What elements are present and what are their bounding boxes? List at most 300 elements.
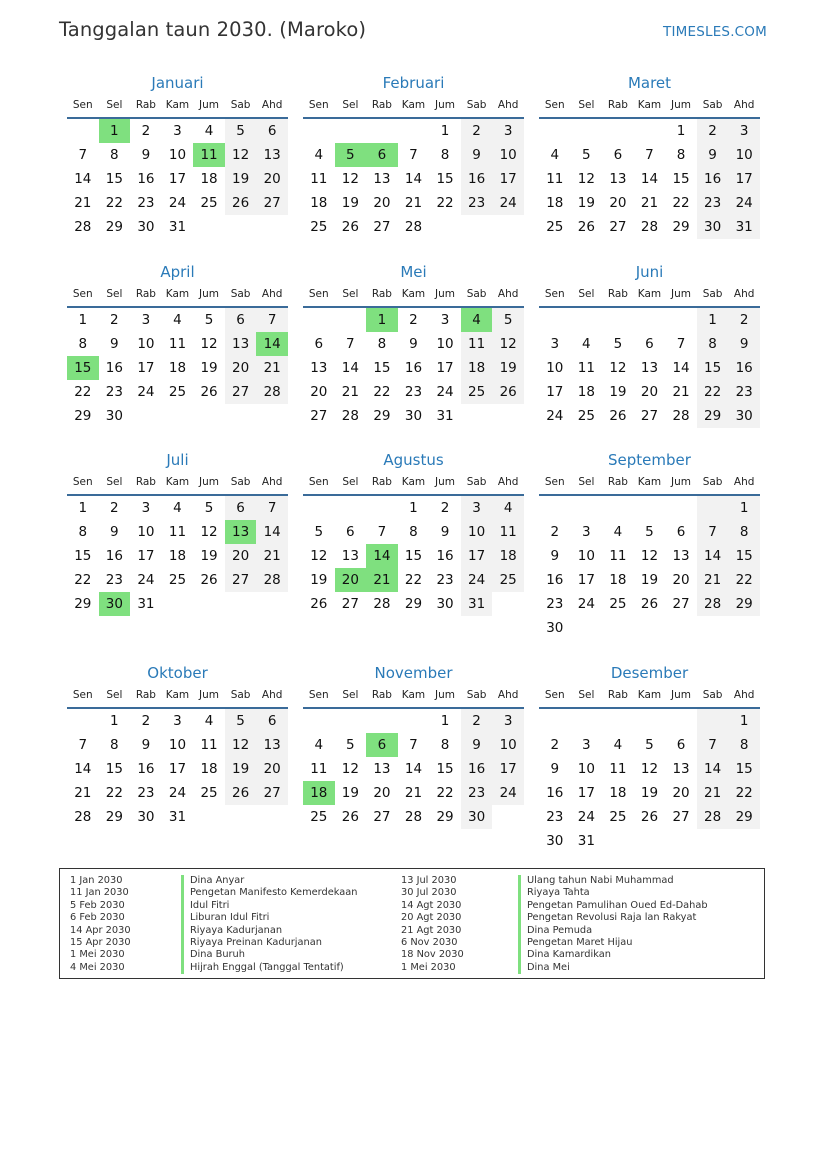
day-cell: 26 bbox=[609, 408, 627, 424]
legend-dates-right bbox=[401, 875, 464, 974]
holiday-date: 30 Jul 2030 bbox=[401, 887, 457, 899]
day-cell: 5 bbox=[645, 737, 654, 753]
day-cell: 23 bbox=[461, 191, 493, 215]
weekday-label: Sab bbox=[466, 689, 487, 701]
day-cell: 18 bbox=[546, 195, 564, 211]
weekday-label: Sel bbox=[106, 288, 123, 300]
holiday-date: 14 Agt 2030 bbox=[401, 899, 462, 911]
day-cell: 24 bbox=[137, 572, 155, 588]
day-cell: 13 bbox=[310, 360, 328, 376]
day-cell: 20 bbox=[225, 544, 257, 568]
empty-cell bbox=[665, 308, 697, 332]
month-desember bbox=[539, 662, 760, 853]
day-cell: 6 bbox=[225, 496, 257, 520]
day-cell: 2 bbox=[141, 713, 151, 729]
weekday-label: Kam bbox=[165, 476, 190, 488]
day-cell: 19 bbox=[609, 384, 627, 400]
weekday-label: Rab bbox=[135, 288, 156, 300]
weekday-label: Rab bbox=[135, 99, 156, 111]
day-grid bbox=[539, 709, 760, 853]
day-cell: 16 bbox=[697, 167, 729, 191]
holiday-legend bbox=[59, 868, 765, 979]
day-cell: 27 bbox=[225, 380, 257, 404]
day-cell: 17 bbox=[577, 785, 595, 801]
empty-cell bbox=[162, 404, 194, 428]
day-cell: 25 bbox=[200, 195, 218, 211]
day-cell: 6 bbox=[346, 524, 355, 540]
day-cell: 4 bbox=[204, 123, 214, 139]
holiday-date: 21 Agt 2030 bbox=[401, 924, 462, 936]
weekday-label: Jum bbox=[199, 288, 220, 300]
day-cell: 7 bbox=[256, 496, 288, 520]
weekday-label: Rab bbox=[607, 288, 628, 300]
day-cell: 8 bbox=[676, 147, 686, 163]
empty-cell bbox=[571, 308, 603, 332]
day-cell: 13 bbox=[225, 332, 257, 356]
day-cell: 7 bbox=[409, 737, 418, 753]
weekday-label: Ahd bbox=[733, 476, 755, 488]
weekday-label: Ahd bbox=[733, 99, 755, 111]
day-cell: 29 bbox=[105, 809, 123, 825]
day-cell: 14 bbox=[697, 544, 729, 568]
day-cell: 9 bbox=[461, 143, 493, 167]
day-cell: 15 bbox=[436, 171, 454, 187]
empty-cell bbox=[492, 805, 524, 829]
day-cell: 4 bbox=[173, 312, 182, 328]
day-cell: 6 bbox=[645, 336, 654, 352]
day-cell: 10 bbox=[728, 143, 760, 167]
day-cell: 19 bbox=[225, 167, 257, 191]
day-cell: 23 bbox=[728, 380, 760, 404]
day-cell: 24 bbox=[168, 195, 187, 211]
empty-cell bbox=[697, 709, 729, 733]
day-cell: 28 bbox=[256, 380, 288, 404]
day-cell: 29 bbox=[404, 596, 423, 612]
empty-cell bbox=[193, 805, 225, 829]
day-cell: 11 bbox=[546, 171, 564, 187]
weekday-header bbox=[303, 283, 524, 308]
day-cell: 26 bbox=[200, 572, 218, 588]
day-cell: 27 bbox=[256, 191, 288, 215]
day-cell: 24 bbox=[577, 809, 595, 825]
day-cell: 26 bbox=[200, 384, 218, 400]
day-cell: 14 bbox=[640, 171, 659, 187]
day-cell: 13 bbox=[225, 520, 257, 544]
weekday-label: Ahd bbox=[261, 99, 283, 111]
day-cell: 10 bbox=[546, 360, 564, 376]
weekday-label: Sen bbox=[72, 689, 93, 701]
day-cell: 10 bbox=[577, 548, 595, 564]
day-cell: 1 bbox=[697, 308, 729, 332]
day-cell: 10 bbox=[137, 524, 155, 540]
empty-cell bbox=[602, 308, 634, 332]
day-cell: 4 bbox=[492, 496, 524, 520]
day-cell: 27 bbox=[672, 809, 690, 825]
empty-cell bbox=[366, 119, 398, 143]
day-cell: 19 bbox=[200, 548, 218, 564]
empty-cell bbox=[193, 404, 225, 428]
weekday-header bbox=[67, 684, 288, 709]
day-cell: 23 bbox=[105, 572, 123, 588]
day-cell: 1 bbox=[440, 123, 450, 139]
day-cell: 24 bbox=[546, 408, 564, 424]
day-cell: 25 bbox=[577, 408, 595, 424]
day-cell: 12 bbox=[310, 548, 328, 564]
day-cell: 1 bbox=[409, 500, 418, 516]
weekday-label: Sab bbox=[230, 288, 251, 300]
day-cell: 19 bbox=[577, 195, 595, 211]
weekday-label: Rab bbox=[135, 476, 156, 488]
weekday-label: Sab bbox=[466, 476, 487, 488]
day-cell: 9 bbox=[440, 524, 450, 540]
day-cell: 26 bbox=[341, 219, 359, 235]
day-grid bbox=[67, 709, 288, 829]
weekday-label: Ahd bbox=[497, 288, 519, 300]
day-cell: 20 bbox=[335, 568, 367, 592]
day-cell: 18 bbox=[200, 171, 218, 187]
weekday-header bbox=[539, 283, 760, 308]
day-cell: 29 bbox=[672, 219, 690, 235]
empty-cell bbox=[225, 805, 257, 829]
day-cell: 11 bbox=[461, 332, 493, 356]
day-cell: 26 bbox=[341, 809, 359, 825]
day-cell: 17 bbox=[137, 548, 155, 564]
day-cell: 25 bbox=[310, 219, 328, 235]
day-cell: 8 bbox=[110, 737, 119, 753]
day-cell: 22 bbox=[74, 572, 92, 588]
day-cell: 7 bbox=[697, 520, 729, 544]
day-cell: 22 bbox=[672, 195, 690, 211]
weekday-label: Jum bbox=[435, 99, 456, 111]
weekday-label: Jum bbox=[671, 689, 692, 701]
day-cell: 9 bbox=[728, 332, 760, 356]
day-cell: 9 bbox=[141, 147, 151, 163]
empty-cell bbox=[602, 119, 634, 143]
day-cell: 9 bbox=[110, 524, 119, 540]
weekday-label: Kam bbox=[637, 689, 662, 701]
weekday-label: Sel bbox=[578, 288, 595, 300]
empty-cell bbox=[492, 592, 524, 616]
day-cell: 7 bbox=[346, 336, 355, 352]
month-title: Agustus bbox=[383, 451, 444, 469]
day-cell: 25 bbox=[461, 380, 493, 404]
day-cell: 1 bbox=[728, 496, 760, 520]
day-cell: 4 bbox=[582, 336, 591, 352]
empty-cell bbox=[398, 119, 430, 143]
day-cell: 14 bbox=[672, 360, 690, 376]
weekday-label: Sel bbox=[342, 476, 359, 488]
day-cell: 10 bbox=[461, 520, 493, 544]
empty-cell bbox=[634, 709, 666, 733]
day-cell: 9 bbox=[550, 548, 560, 564]
weekday-label: Kam bbox=[637, 99, 662, 111]
day-cell: 30 bbox=[105, 408, 123, 424]
day-cell: 7 bbox=[676, 336, 686, 352]
day-cell: 28 bbox=[697, 592, 729, 616]
day-cell: 17 bbox=[436, 360, 454, 376]
weekday-label: Sab bbox=[702, 288, 723, 300]
day-cell: 1 bbox=[110, 713, 119, 729]
day-cell: 31 bbox=[436, 408, 454, 424]
day-cell: 3 bbox=[550, 336, 560, 352]
day-cell: 11 bbox=[193, 143, 225, 167]
legend-names-left bbox=[181, 875, 357, 974]
holiday-date: 6 Feb 2030 bbox=[70, 912, 125, 924]
day-cell: 16 bbox=[404, 360, 423, 376]
empty-cell bbox=[634, 119, 666, 143]
day-cell: 20 bbox=[256, 167, 288, 191]
weekday-label: Sen bbox=[308, 288, 329, 300]
day-cell: 15 bbox=[67, 356, 99, 380]
day-cell: 18 bbox=[609, 785, 627, 801]
empty-cell bbox=[602, 616, 634, 640]
day-cell: 10 bbox=[492, 733, 524, 757]
day-cell: 14 bbox=[366, 544, 398, 568]
day-cell: 16 bbox=[546, 785, 564, 801]
day-cell: 29 bbox=[728, 805, 760, 829]
empty-cell bbox=[602, 709, 634, 733]
empty-cell bbox=[492, 215, 524, 239]
day-cell: 30 bbox=[99, 592, 131, 616]
day-cell: 12 bbox=[640, 761, 659, 777]
day-cell: 8 bbox=[78, 524, 88, 540]
weekday-label: Sel bbox=[106, 689, 123, 701]
day-cell: 1 bbox=[728, 709, 760, 733]
day-cell: 4 bbox=[173, 500, 182, 516]
day-cell: 24 bbox=[461, 568, 493, 592]
day-cell: 8 bbox=[728, 520, 760, 544]
empty-cell bbox=[335, 119, 367, 143]
day-cell: 18 bbox=[492, 544, 524, 568]
month-title: Juli bbox=[166, 451, 189, 469]
day-cell: 22 bbox=[105, 785, 123, 801]
weekday-label: Ahd bbox=[261, 476, 283, 488]
day-cell: 29 bbox=[105, 219, 123, 235]
day-cell: 14 bbox=[697, 757, 729, 781]
weekday-label: Rab bbox=[607, 689, 628, 701]
empty-cell bbox=[256, 404, 288, 428]
day-cell: 14 bbox=[256, 520, 288, 544]
day-cell: 29 bbox=[728, 592, 760, 616]
weekday-label: Rab bbox=[371, 689, 392, 701]
day-cell: 9 bbox=[697, 143, 729, 167]
day-cell: 13 bbox=[341, 548, 359, 564]
legend-names-right bbox=[518, 875, 708, 974]
day-cell: 11 bbox=[492, 520, 524, 544]
day-cell: 1 bbox=[676, 123, 686, 139]
weekday-label: Sab bbox=[230, 476, 251, 488]
day-cell: 20 bbox=[609, 195, 627, 211]
day-cell: 11 bbox=[609, 548, 627, 564]
day-cell: 3 bbox=[141, 312, 151, 328]
day-cell: 13 bbox=[640, 360, 659, 376]
day-cell: 10 bbox=[492, 143, 524, 167]
day-cell: 24 bbox=[492, 191, 524, 215]
day-cell: 21 bbox=[404, 195, 423, 211]
day-cell: 27 bbox=[310, 408, 328, 424]
day-cell: 23 bbox=[546, 596, 564, 612]
day-cell: 31 bbox=[137, 596, 155, 612]
day-cell: 27 bbox=[373, 219, 391, 235]
day-cell: 16 bbox=[546, 572, 564, 588]
weekday-label: Kam bbox=[165, 99, 190, 111]
day-cell: 22 bbox=[728, 781, 760, 805]
day-cell: 11 bbox=[168, 524, 187, 540]
day-cell: 25 bbox=[546, 219, 564, 235]
day-cell: 16 bbox=[137, 171, 155, 187]
day-cell: 30 bbox=[461, 805, 493, 829]
day-cell: 17 bbox=[168, 171, 187, 187]
empty-cell bbox=[398, 709, 430, 733]
day-cell: 8 bbox=[697, 332, 729, 356]
day-cell: 15 bbox=[404, 548, 423, 564]
day-cell: 10 bbox=[436, 336, 454, 352]
day-cell: 5 bbox=[314, 524, 324, 540]
holiday-date: 1 Mei 2030 bbox=[401, 961, 456, 973]
day-cell: 16 bbox=[728, 356, 760, 380]
day-cell: 17 bbox=[492, 167, 524, 191]
day-cell: 27 bbox=[609, 219, 627, 235]
day-cell: 1 bbox=[78, 500, 88, 516]
day-grid bbox=[67, 496, 288, 616]
day-cell: 2 bbox=[697, 119, 729, 143]
month-januari bbox=[67, 72, 288, 239]
brand-link[interactable]: TIMESLES.COM bbox=[663, 24, 767, 40]
empty-cell bbox=[256, 592, 288, 616]
day-cell: 4 bbox=[461, 308, 493, 332]
day-cell: 21 bbox=[256, 544, 288, 568]
day-cell: 16 bbox=[137, 761, 155, 777]
day-cell: 10 bbox=[168, 737, 187, 753]
day-cell: 9 bbox=[550, 761, 560, 777]
day-cell: 29 bbox=[436, 809, 454, 825]
empty-cell bbox=[225, 592, 257, 616]
day-cell: 3 bbox=[728, 119, 760, 143]
day-cell: 13 bbox=[256, 143, 288, 167]
day-cell: 22 bbox=[697, 380, 729, 404]
empty-cell bbox=[303, 496, 335, 520]
weekday-header bbox=[303, 471, 524, 496]
holiday-name: Dina Anyar bbox=[181, 875, 357, 887]
empty-cell bbox=[492, 404, 524, 428]
day-cell: 12 bbox=[609, 360, 627, 376]
weekday-label: Kam bbox=[401, 288, 426, 300]
day-cell: 31 bbox=[461, 592, 493, 616]
day-cell: 23 bbox=[137, 195, 155, 211]
day-cell: 3 bbox=[173, 123, 182, 139]
day-cell: 8 bbox=[409, 524, 418, 540]
day-cell: 18 bbox=[168, 548, 187, 564]
day-cell: 12 bbox=[640, 548, 659, 564]
day-cell: 8 bbox=[377, 336, 387, 352]
day-cell: 23 bbox=[436, 572, 454, 588]
day-cell: 16 bbox=[105, 360, 123, 376]
day-cell: 1 bbox=[78, 312, 88, 328]
day-cell: 5 bbox=[204, 500, 214, 516]
weekday-label: Sab bbox=[230, 99, 251, 111]
day-cell: 11 bbox=[310, 171, 328, 187]
empty-cell bbox=[728, 829, 760, 853]
day-cell: 21 bbox=[341, 384, 359, 400]
day-cell: 5 bbox=[492, 308, 524, 332]
day-cell: 2 bbox=[409, 312, 418, 328]
day-cell: 22 bbox=[404, 572, 423, 588]
day-grid bbox=[539, 119, 760, 239]
day-cell: 5 bbox=[204, 312, 214, 328]
day-cell: 22 bbox=[74, 384, 92, 400]
month-title: Maret bbox=[627, 74, 672, 92]
weekday-label: Jum bbox=[435, 288, 456, 300]
holiday-date: 5 Feb 2030 bbox=[70, 899, 125, 911]
day-cell: 27 bbox=[225, 568, 257, 592]
day-cell: 1 bbox=[366, 308, 398, 332]
weekday-label: Sab bbox=[466, 99, 487, 111]
empty-cell bbox=[665, 709, 697, 733]
day-cell: 5 bbox=[225, 119, 257, 143]
empty-cell bbox=[634, 308, 666, 332]
day-cell: 13 bbox=[373, 171, 391, 187]
weekday-label: Sel bbox=[578, 99, 595, 111]
day-cell: 26 bbox=[225, 781, 257, 805]
weekday-label: Rab bbox=[371, 99, 392, 111]
month-title: Desember bbox=[610, 664, 689, 682]
weekday-label: Sen bbox=[308, 689, 329, 701]
day-cell: 29 bbox=[373, 408, 391, 424]
day-cell: 5 bbox=[225, 709, 257, 733]
day-cell: 17 bbox=[461, 544, 493, 568]
day-cell: 6 bbox=[676, 524, 686, 540]
day-cell: 21 bbox=[366, 568, 398, 592]
day-cell: 19 bbox=[310, 572, 328, 588]
day-cell: 19 bbox=[640, 572, 659, 588]
weekday-label: Jum bbox=[671, 99, 692, 111]
day-cell: 27 bbox=[341, 596, 359, 612]
weekday-label: Sen bbox=[72, 476, 93, 488]
day-cell: 27 bbox=[640, 408, 659, 424]
empty-cell bbox=[461, 404, 493, 428]
empty-cell bbox=[366, 496, 398, 520]
holiday-name: Riyaya Preinan Kadurjanan bbox=[181, 937, 357, 949]
empty-cell bbox=[335, 709, 367, 733]
holiday-name: Riyaya Kadurjanan bbox=[181, 925, 357, 937]
day-cell: 28 bbox=[404, 809, 423, 825]
weekday-label: Kam bbox=[401, 689, 426, 701]
empty-cell bbox=[571, 709, 603, 733]
weekday-label: Ahd bbox=[261, 288, 283, 300]
day-cell: 29 bbox=[74, 408, 92, 424]
day-cell: 3 bbox=[492, 709, 524, 733]
weekday-label: Sab bbox=[230, 689, 251, 701]
day-grid bbox=[303, 119, 524, 239]
weekday-label: Sen bbox=[544, 476, 565, 488]
day-cell: 30 bbox=[436, 596, 454, 612]
day-cell: 22 bbox=[105, 195, 123, 211]
day-cell: 26 bbox=[492, 380, 524, 404]
empty-cell bbox=[429, 215, 461, 239]
day-cell: 8 bbox=[110, 147, 119, 163]
weekday-label: Sel bbox=[106, 476, 123, 488]
empty-cell bbox=[634, 829, 666, 853]
day-cell: 14 bbox=[404, 171, 423, 187]
month-agustus bbox=[303, 449, 524, 616]
day-cell: 18 bbox=[310, 195, 328, 211]
day-cell: 2 bbox=[440, 500, 450, 516]
holiday-date: 11 Jan 2030 bbox=[70, 887, 129, 899]
empty-cell bbox=[571, 119, 603, 143]
day-cell: 28 bbox=[74, 809, 92, 825]
day-cell: 25 bbox=[168, 384, 187, 400]
month-november bbox=[303, 662, 524, 829]
